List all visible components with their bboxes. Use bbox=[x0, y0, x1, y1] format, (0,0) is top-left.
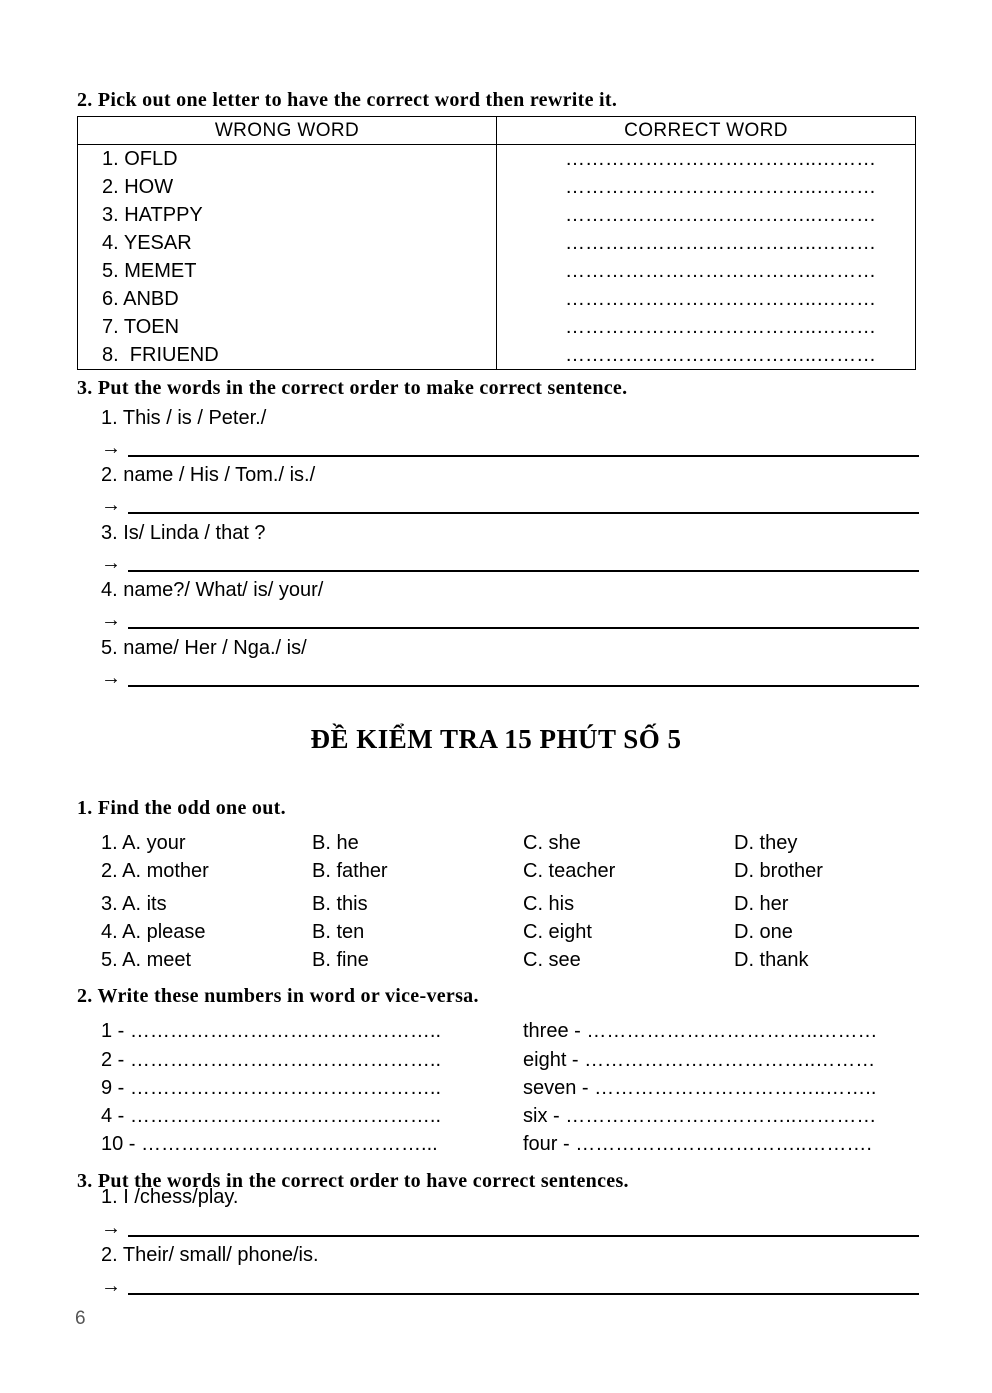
number-item[interactable]: eight - ……………………………..……… bbox=[523, 1049, 876, 1071]
arrow-icon: → bbox=[101, 1217, 121, 1239]
table-row bbox=[78, 201, 916, 229]
arrow-icon: → bbox=[101, 552, 121, 574]
option-c: C. his bbox=[523, 893, 575, 915]
arrow-icon: → bbox=[101, 667, 121, 689]
option-c: C. teacher bbox=[523, 860, 616, 882]
option-a: 4. A. please bbox=[101, 921, 206, 943]
sentence-prompt: 1. This / is / Peter./ bbox=[101, 407, 267, 429]
order-heading: 3. Put the words in the correct order to have correct sentences. bbox=[77, 1170, 629, 1192]
wrong-word: 3. HATPPY bbox=[78, 201, 497, 229]
table-row bbox=[78, 341, 916, 370]
section-2-heading: 2. Pick out one letter to have the correct word then rewrite it. bbox=[77, 89, 618, 111]
number-item[interactable]: 4 - ……………………………………….. bbox=[101, 1105, 442, 1127]
option-b: B. ten bbox=[312, 921, 365, 943]
sentence-prompt: 3. Is/ Linda / that ? bbox=[101, 522, 266, 544]
answer-blank[interactable]: ………………………………..……… bbox=[497, 285, 916, 313]
wrong-word: 5. MEMET bbox=[78, 257, 497, 285]
sentence-prompt: 5. name/ Her / Nga./ is/ bbox=[101, 637, 307, 659]
option-b: B. fine bbox=[312, 949, 369, 971]
sentence-prompt: 2. Their/ small/ phone/is. bbox=[101, 1244, 319, 1266]
answer-blank[interactable]: ………………………………..……… bbox=[497, 201, 916, 229]
answer-line[interactable] bbox=[128, 685, 919, 687]
arrow-icon: → bbox=[101, 494, 121, 516]
test-title: ĐỀ KIỂM TRA 15 PHÚT SỐ 5 bbox=[310, 724, 682, 754]
option-c: C. eight bbox=[523, 921, 592, 943]
option-b: B. father bbox=[312, 860, 388, 882]
answer-blank[interactable]: ………………………………..……… bbox=[497, 313, 916, 341]
option-d: D. one bbox=[734, 921, 793, 943]
wrong-word-table bbox=[77, 116, 916, 370]
page-number: 6 bbox=[75, 1308, 86, 1329]
option-d: D. they bbox=[734, 832, 798, 854]
option-a: 2. A. mother bbox=[101, 860, 209, 882]
answer-blank[interactable]: ………………………………..……… bbox=[497, 173, 916, 201]
sentence-prompt: 2. name / His / Tom./ is./ bbox=[101, 464, 316, 486]
number-item[interactable]: 2 - ……………………………………….. bbox=[101, 1049, 442, 1071]
table-row bbox=[78, 229, 916, 257]
number-item[interactable]: 1 - ……………………………………….. bbox=[101, 1020, 442, 1042]
number-item[interactable]: six - ……………………………..………… bbox=[523, 1105, 877, 1127]
table-row bbox=[78, 257, 916, 285]
option-c: C. see bbox=[523, 949, 581, 971]
table-row bbox=[78, 145, 916, 174]
table-row bbox=[78, 313, 916, 341]
wrong-word: 1. OFLD bbox=[78, 145, 497, 174]
sentence-prompt: 4. name?/ What/ is/ your/ bbox=[101, 579, 324, 601]
number-item[interactable]: four - ……………………………..………. bbox=[523, 1133, 872, 1155]
answer-line[interactable] bbox=[128, 627, 919, 629]
arrow-icon: → bbox=[101, 1275, 121, 1297]
number-item[interactable]: three - ……………………………..……… bbox=[523, 1020, 878, 1042]
wrong-word: 7. TOEN bbox=[78, 313, 497, 341]
answer-line[interactable] bbox=[128, 512, 919, 514]
number-item[interactable]: seven - ……………………………..…….. bbox=[523, 1077, 877, 1099]
answer-blank[interactable]: ………………………………..……… bbox=[497, 229, 916, 257]
option-b: B. he bbox=[312, 832, 359, 854]
wrong-word: 4. YESAR bbox=[78, 229, 497, 257]
answer-line[interactable] bbox=[128, 1235, 919, 1237]
wrong-word: 8. FRIUEND bbox=[78, 341, 497, 370]
option-d: D. thank bbox=[734, 949, 809, 971]
wrong-word: 2. HOW bbox=[78, 173, 497, 201]
answer-blank[interactable]: ………………………………..……… bbox=[497, 341, 916, 370]
wrong-word: 6. ANBD bbox=[78, 285, 497, 313]
option-b: B. this bbox=[312, 893, 368, 915]
answer-line[interactable] bbox=[128, 1293, 919, 1295]
column-header-correct-word: CORRECT WORD bbox=[497, 117, 916, 145]
answer-blank[interactable]: ………………………………..……… bbox=[497, 145, 916, 174]
option-d: D. brother bbox=[734, 860, 823, 882]
option-d: D. her bbox=[734, 893, 789, 915]
column-header-wrong-word: WRONG WORD bbox=[78, 117, 497, 145]
answer-line[interactable] bbox=[128, 570, 919, 572]
option-c: C. she bbox=[523, 832, 581, 854]
number-item[interactable]: 10 - ……………………………………... bbox=[101, 1133, 438, 1155]
table-row bbox=[78, 173, 916, 201]
numbers-heading: 2. Write these numbers in word or vice-versa. bbox=[77, 985, 479, 1007]
table-row bbox=[78, 285, 916, 313]
option-a: 5. A. meet bbox=[101, 949, 192, 971]
number-item[interactable]: 9 - ……………………………………….. bbox=[101, 1077, 442, 1099]
option-a: 3. A. its bbox=[101, 893, 167, 915]
answer-blank[interactable]: ………………………………..……… bbox=[497, 257, 916, 285]
answer-line[interactable] bbox=[128, 455, 919, 457]
arrow-icon: → bbox=[101, 437, 121, 459]
option-a: 1. A. your bbox=[101, 832, 186, 854]
odd-one-out-heading: 1. Find the odd one out. bbox=[77, 797, 286, 819]
section-3-heading: 3. Put the words in the correct order to make correct sentence. bbox=[77, 377, 628, 399]
sentence-prompt: 1. I /chess/play. bbox=[101, 1186, 239, 1208]
arrow-icon: → bbox=[101, 609, 121, 631]
